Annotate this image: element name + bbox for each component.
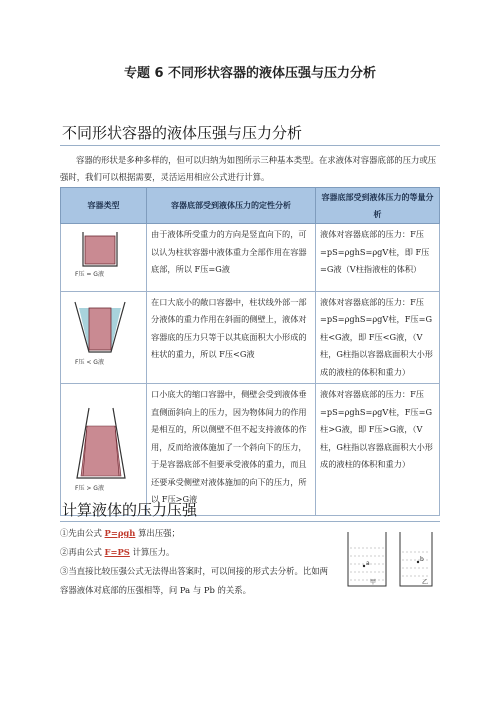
quantitative-cell: 液体对容器底部的压力：F压=pS=ρghS=ρgV柱，F压=G柱<G液，即 F压<G液，（V柱，G柱指以容器底面积大小形成的液柱的体积和重力） <box>316 291 440 384</box>
step-1-suffix: 算出压强； <box>138 528 180 538</box>
table-row <box>61 291 440 384</box>
qualitative-cell: 由于液体所受重力的方向是竖直向下的，可以认为柱状容器中液体重力全部作用在容器底部，所以 F压=G液 <box>147 224 316 292</box>
section-divider <box>60 521 440 522</box>
table-header-type: 容器类型 <box>61 188 147 224</box>
step-2-suffix: 计算压力。 <box>132 547 175 557</box>
pressure-formula: P=ρgh <box>104 528 136 538</box>
table-header-qualitative: 容器底部受到液体压力的定性分析 <box>147 188 316 224</box>
step-2-prefix: ②再由公式 <box>60 547 102 557</box>
wide-mouth-container-figure <box>65 294 142 374</box>
narrow-mouth-container-figure <box>65 386 142 506</box>
figure-cell <box>61 384 147 516</box>
page-title: 专题 6 不同形状容器的液体压强与压力分析 <box>123 66 377 81</box>
figure-caption: F压 < G液 <box>75 358 104 366</box>
intro-paragraph: 容器的形状是多种多样的，但可以归纳为如图所示三种基本类型。在求液体对容器底部的压力或压强时，我们可以根据需要，灵活运用相应公式进行计算。 <box>60 155 437 182</box>
figure-cell <box>61 224 147 292</box>
quantitative-cell: 液体对容器底部的压力：F压=pS=ρghS=ρgV柱，即 F压=G液（V柱指液柱的体积） <box>316 224 440 292</box>
figure-cell <box>61 291 147 384</box>
figure-caption: F压 = G液 <box>75 271 104 278</box>
table-header-row <box>61 188 440 224</box>
section-title-pressure-analysis: 不同形状容器的液体压强与压力分析 <box>62 124 303 142</box>
container-analysis-table <box>60 187 440 516</box>
table-header-quantitative: 容器底部受到液体压力的等量分析 <box>316 188 440 224</box>
point-b-label: b <box>420 556 424 563</box>
container-jia-label: 甲 <box>370 579 377 586</box>
steps-list <box>60 524 330 600</box>
section-title-calc: 计算液体的压力压强 <box>62 501 198 519</box>
table-row <box>61 384 440 516</box>
point-a-label: a <box>366 560 370 567</box>
straight-container-figure <box>65 226 142 282</box>
step-1 <box>60 524 330 543</box>
step-2 <box>60 543 330 562</box>
step-1-prefix: ①先由公式 <box>60 528 102 538</box>
two-containers-diagram <box>340 528 440 590</box>
qualitative-cell: 口小底大的缩口容器中，侧壁会受到液体垂直侧面斜向上的压力，因为物体间力的作用是相互的，所以侧壁不但不起支持液体的作用，反而给液体施加了一个斜向下的压力，于是容器底部不但要承受液体的重力，而且还要承受侧壁对液体施加的向下的压力，所以 F压>G液 <box>147 384 316 516</box>
figure-caption: F压 > G液 <box>75 485 104 492</box>
qualitative-cell: 在口大底小的敞口容器中，柱状线外部一部分液体的重力作用在斜面的侧壁上，液体对容器底的压力只等于以其底面积大小形成的柱状的重力，所以 F压<G液 <box>147 291 316 384</box>
quantitative-cell: 液体对容器底部的压力：F压=pS=ρghS=ρgV柱，F压=G柱>G液，即 F压>G液，（V柱，G柱指以容器底面积大小形成的液柱的体积和重力） <box>316 384 440 516</box>
table-row <box>61 224 440 292</box>
force-formula: F=PS <box>104 547 130 557</box>
section-divider <box>60 145 440 146</box>
step-3: ③当直接比较压强公式无法得出答案时，可以间接的形式去分析。比如两容器液体对底部的压强相等，问 Pa 与 Pb 的关系。 <box>60 566 328 595</box>
container-yi-label: 乙 <box>422 579 429 586</box>
